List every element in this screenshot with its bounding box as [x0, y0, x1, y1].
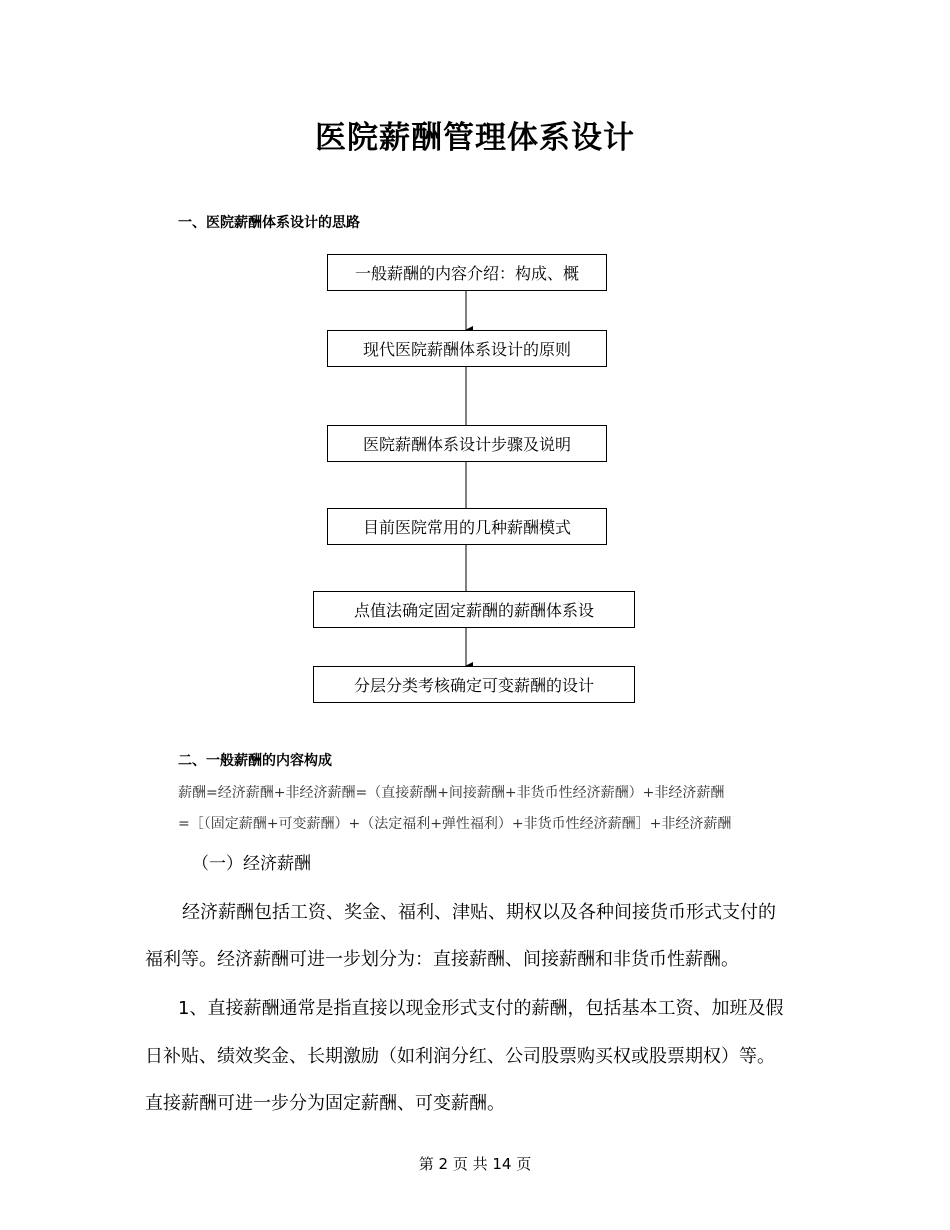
flowchart-step-6: 分层分类考核确定可变薪酬的设计	[313, 666, 635, 703]
paragraph-1-line-1: 经济薪酬包括工资、奖金、福利、津贴、期权以及各种间接货币形式支付的	[182, 902, 776, 923]
compensation-formula-line-2: =［（固定薪酬+可变薪酬）+（法定福利+弹性福利）+非货币性经济薪酬］+非经济薪酬	[178, 816, 732, 832]
paragraph-2-line-3: 直接薪酬可进一步分为固定薪酬、可变薪酬。	[145, 1093, 505, 1114]
paragraph-2-line-1: 1、直接薪酬通常是指直接以现金形式支付的薪酬，包括基本工资、加班及假	[178, 998, 784, 1019]
section-heading-compensation-components: 二、一般薪酬的内容构成	[178, 753, 332, 769]
flowchart-step-2: 现代医院薪酬体系设计的原则	[327, 330, 607, 367]
subheading-economic-compensation: （一）经济薪酬	[192, 854, 311, 874]
flowchart-step-5: 点值法确定固定薪酬的薪酬体系设	[313, 591, 635, 628]
compensation-formula-line-1: 薪酬=经济薪酬+非经济薪酬=（直接薪酬+间接薪酬+非货币性经济薪酬）+非经济薪酬	[178, 785, 725, 801]
paragraph-2-line-2: 日补贴、绩效奖金、长期激励（如利润分红、公司股票购买权或股票期权）等。	[145, 1046, 775, 1067]
document-title: 医院薪酬管理体系设计	[315, 120, 635, 156]
flowchart-step-3: 医院薪酬体系设计步骤及说明	[327, 425, 607, 462]
section-heading-design-approach: 一、医院薪酬体系设计的思路	[178, 215, 360, 231]
flowchart-step-4: 目前医院常用的几种薪酬模式	[327, 508, 607, 545]
flowchart-step-1: 一般薪酬的内容介绍：构成、概	[327, 254, 607, 291]
page-number-footer: 第 2 页 共 14 页	[418, 1155, 532, 1173]
paragraph-1-line-2: 福利等。经济薪酬可进一步划分为：直接薪酬、间接薪酬和非货币性薪酬。	[145, 949, 739, 970]
